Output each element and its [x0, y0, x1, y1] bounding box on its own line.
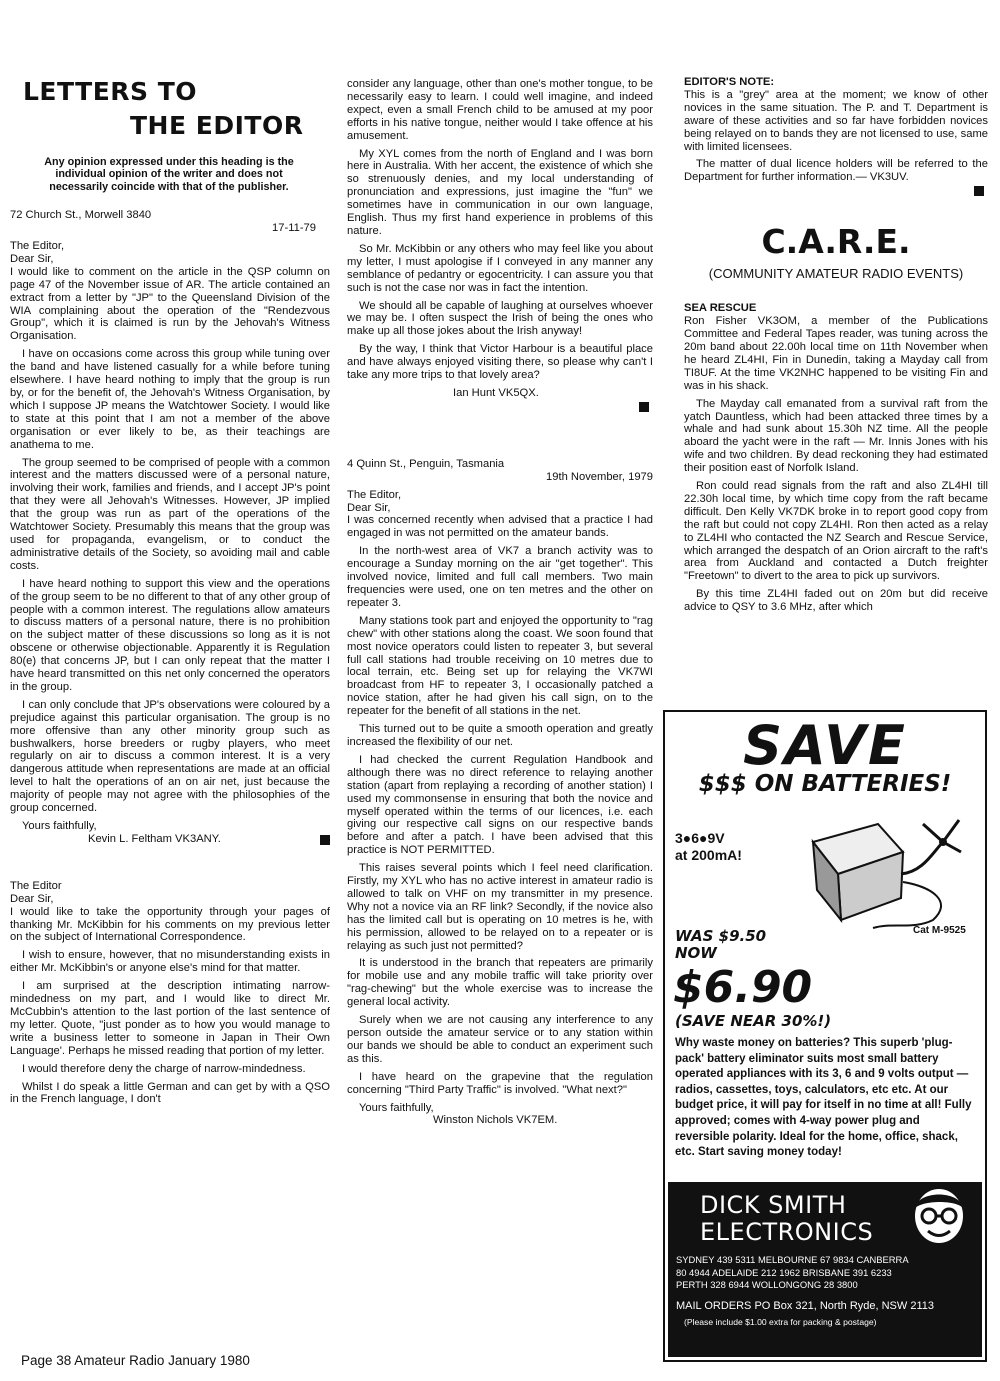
- ad-saving-note: (SAVE NEAR 30%!): [675, 1012, 832, 1030]
- sea-rescue-paragraph: By this time ZL4HI faded out on 20m but did receive advice to QSY to 3.6 MHz, after which: [684, 588, 988, 614]
- letter2-cont-paragraph: consider any language, other than one's mother tongue, to be necessarily easy to learn. I could well imagine, and indeed expect, even a small French child to be amused at my poor efforts in his native tongue, neither would I take offence at his amusement.: [347, 78, 653, 142]
- editors-note-paragraph: This is a "grey" area at the moment; we know of other novices in the same situation. The P. and T. Department is aware of these activities and so far have forbidden novices being relayed on to bands they are not licensed to use, same with limited licensees.: [684, 88, 988, 153]
- disclaimer: Any opinion expressed under this heading is the individual opinion of the writer and does not necessarily coincide with that of the publisher.: [44, 156, 294, 193]
- column-3: [684, 76, 988, 619]
- letter3-date: 19th November, 1979: [546, 470, 653, 483]
- editors-note-paragraph: The matter of dual licence holders will be referred to the Department for further information.— VK3UV.: [684, 158, 988, 184]
- dse-store-line: PERTH 328 6944 WOLLONGONG 28 3800: [676, 1279, 858, 1291]
- end-mark: [974, 186, 984, 196]
- care-subtitle: (COMMUNITY AMATEUR RADIO EVENTS): [708, 266, 964, 282]
- ad-body-text: Why waste money on batteries? This superb 'plug-pack' battery eliminator suits most small battery operated appliances with its 3, 6 and 9 volts output — radios, cassettes, toys, calculators, etc etc. At our budget price, it will pay for itself in no time at all! Fully approved; comes with 4-way power plug and reversible polarity. Ideal for the home, office, shack, etc. Start saving money today!: [675, 1037, 972, 1159]
- letter2-paragraph: I am surprised at the description intimating narrow-mindedness on my part, and I would like to direct Mr. McCubbin's attention to the last portion of the last sentence of my letter. Quote, "just ponder as to how you would manage to write a business letter to someone in Japan in Their Own Language'. Perhaps he missed reading that portion of my letter.: [10, 980, 330, 1057]
- end-mark: [320, 835, 330, 845]
- letter3-paragraph: This raises several points which I feel need clarification. Firstly, my XYL who has no active interest in amateur radio is allowed to talk on VHF on my transmitter in my presence. Why not a novice via an RF link? Secondly, if the novice also has the limited call but is operating on 10 metres is he, with his permission, allowed to be relayed on to a repeater or is relaying as such just not permitted?: [347, 862, 653, 952]
- letter1-closing: Yours faithfully,: [22, 820, 97, 832]
- sea-rescue-paragraph: Ron could read signals from the raft and also ZL4HI till 22.30h local time, by which time copy from the raft became difficult. Den Kelly VK7DK broke in to report good copy from the raft but could not copy ZL4HI. Ron then acted as a relay to ZL4HI who contacted the NZ Search and Rescue Service, which arranged the despatch of an Orion aircraft to the raft's area from Auckland and contacted a Dutch freighter "Freetown" to divert to the area to pick up survivors.: [684, 480, 988, 583]
- letter2-signature: Ian Hunt VK5QX.: [453, 386, 539, 399]
- dse-store-line: SYDNEY 439 5311 MELBOURNE 67 9834 CANBERRA: [676, 1254, 909, 1265]
- ad-volts: 3●6●9V: [675, 830, 725, 846]
- letter2-salutation1: The Editor: [10, 879, 62, 892]
- letter1-date: 17-11-79: [272, 222, 316, 235]
- dick-smith-banner: [668, 1182, 982, 1357]
- battery-advertisement: [663, 710, 987, 1362]
- letter3-paragraph: It is understood in the branch that repeaters are primarily for mobile use and any mobile traffic will take priority over "rag-chewing" but the whole exercise was to increase the general local activity.: [347, 957, 653, 1009]
- dse-mail-orders: MAIL ORDERS PO Box 321, North Ryde, NSW 2113: [676, 1299, 934, 1312]
- letter3-paragraph: I was concerned recently when advised that a practice I had engaged in was not permitted on the amateur bands.: [347, 514, 653, 540]
- ad-now-label: NOW: [675, 944, 717, 962]
- letter3-paragraph: This turned out to be quite a smooth operation and greatly increased the flexibility of our net.: [347, 723, 653, 748]
- column-1: [10, 0, 330, 1111]
- letter3-signature: Winston Nichols VK7EM.: [433, 1114, 558, 1127]
- letter1-address: 72 Church St., Morwell 3840: [10, 209, 152, 222]
- care-title: C.A.R.E.: [761, 222, 911, 262]
- letter2-paragraph: I wish to ensure, however, that no misunderstanding exists in either Mr. McKibbin's or anyone else's mind for that matter.: [10, 949, 330, 975]
- editors-note-heading: EDITOR'S NOTE:: [684, 76, 775, 88]
- letter3-salutation2: Dear Sir,: [347, 501, 391, 514]
- letter2-paragraph: Whilst I do speak a little German and can get by with a QSO in the French language, I don't: [10, 1080, 330, 1106]
- ad-price: $6.90: [673, 962, 813, 1013]
- ad-current: at 200mA!: [675, 847, 742, 863]
- end-mark: [639, 402, 649, 412]
- letter1-salutation2: Dear Sir,: [10, 252, 54, 265]
- letter1-paragraph: The group seemed to be comprised of people with a common interest and the matters discussed were of a personal nature, involving their work, families and friends, and I accept JP's point that they were all Jehovah's Witnesses. However, JP implied that the group was run as part of the operations of the Watchtower Society. Presumably this means that the group was used for propaganda, evangelism, or to conduct the administrative details of the Society, so avoiding mail and cable costs.: [10, 456, 330, 572]
- dse-name-line2: ELECTRONICS: [700, 1218, 874, 1246]
- letter1-signature: Kevin L. Feltham VK3ANY.: [88, 832, 221, 845]
- letter3-salutation1: The Editor,: [347, 488, 402, 501]
- letter3-closing: Yours faithfully,: [359, 1101, 434, 1114]
- letters-heading: [10, 76, 330, 148]
- heading-line-2: THE EDITOR: [130, 111, 304, 140]
- letter1-paragraph: I have on occasions come across this group while tuning over the band and have listened casually for a while before tuning elsewhere. I have heard nothing to imply that the group is run by, or for the benefit of, the Jehovah's Witness Organisation, by which I suppose JP means the Watchtower Society. I would like to state at this point that I am not a member of the above organisation or ever likely to be, as their teachings are anathema to me.: [10, 348, 330, 451]
- letter1-paragraph: I have heard nothing to support this view and the operations of the group seem to be no different to that of any other group of people with a common interest. The regulations allow amateurs to discuss matters of a personal nature, there is no prohibition on the subject matter of these discussions so long as it is not obscene or otherwise objectionable. Apparently it is Regulation 80(e) that concerns JP, but I can only repeat that the matter I have heard transmitted on this net only concerned the operators in the group.: [10, 577, 330, 693]
- dick-smith-portrait-icon: [906, 1186, 972, 1252]
- ad-was-price: WAS $9.50: [675, 927, 767, 945]
- page-footer: Page 38 Amateur Radio January 1980: [21, 1353, 250, 1368]
- letter2-cont-paragraph: So Mr. McKibbin or any others who may feel like you about my letter, I must apologise if I conveyed in any manner any semblance of pedantry or egocentricity. I can assure you that such is not the case nor was in fact the intention.: [347, 242, 653, 294]
- ad-price-was-block: [675, 928, 766, 962]
- sea-rescue-paragraph: Ron Fisher VK3OM, a member of the Publications Committee and Federal Tapes reader, was tuning across the 20m band about 22.00h local time on 11th November when he heard ZL4HI, Fin in Dunedin, taking a Mayday call from TI8UF. At the time VK2NHC happened to be visiting Fin and was in his shack.: [684, 315, 988, 392]
- sea-rescue-heading: SEA RESCUE: [684, 302, 757, 315]
- letter1-paragraph: I can only conclude that JP's observations were coloured by a prejudice against this particular organisation. The group is no more offensive than any other minority group such as bushwalkers, horse breeders or rugby players, who meet regularly on air to discuss a common interest. It is a very dangerous attitude when representations are made at an official level to halt the operations of an on air net, just because the majority of people may not agree with the philosophies of the group concerned.: [10, 698, 330, 815]
- letter2-cont-paragraph: We should all be capable of laughing at ourselves whoever we may be. I often suspect the Irish of being the ones who make up all those jokes about the Irish anyway!: [347, 299, 653, 338]
- letter3-paragraph: I had checked the current Regulation Handbook and although there was no direct reference to relaying another station (apart from replaying a recording of another station) I used my commonsense in ensuring that both the novice and myself operated within the terms of our licences, i.e. each giving our respective call signs on our respective bands before and after a patch. I have been advised that this practice is NOT PERMITTED.: [347, 753, 653, 857]
- end-mark-row: [684, 184, 988, 196]
- column-2: [347, 78, 653, 1127]
- letter3-paragraph: Surely when we are not causing any interference to any person outside the amateur service or to any station within our bands we should be able to conduct an experiment such as this.: [347, 1014, 653, 1065]
- letter2-cont-paragraph: My XYL comes from the north of England and I was born here in Australia. With her accent, the existence of which she so strenuously denies, and my local understanding of pronunciation and expressions, just imagine the "fun" we sometimes have in communication in our own language, English. Thus my first hand experience in problems of this nature.: [347, 147, 653, 237]
- ad-voltage-block: [675, 830, 742, 864]
- letter3-paragraph: Many stations took part and enjoyed the opportunity to "rag chew" with other stations along the coast. We soon found that most novice operators could listen to repeater 3, but several full call stations had trouble receiving on 10 metres due to local terrain, etc. Being set up for relaying the VK7WI broadcast from HF to repeater 3, I occasionally patched a novice station, after he had given his call sign, on to the repeater for the benefit of all stations in the net.: [347, 614, 653, 718]
- letter3-paragraph: In the north-west area of VK7 a branch activity was to encourage a Sunday morning on the air "get together". This involved novice, limited and full call members. Two main frequencies were used, one on ten metres and the other on repeater 3.: [347, 545, 653, 609]
- letter3-address: 4 Quinn St., Penguin, Tasmania: [347, 457, 505, 470]
- letter2-paragraph: I would like to take the opportunity through your pages of thanking Mr. McKibbin for his comments on my previous letter on the subject of International Correspondence.: [10, 905, 330, 944]
- end-mark-row: [347, 400, 653, 418]
- dse-name-line1: DICK SMITH: [700, 1191, 847, 1219]
- letter3-paragraph: I have heard on the grapevine that the regulation concerning "Third Party Traffic" is involved. "What next?": [347, 1070, 653, 1096]
- ad-catalog-number: Cat M-9525: [913, 925, 966, 936]
- letter1-paragraph: I would like to comment on the article in the QSP column on page 47 of the November issue of AR. The article contained an extract from a letter by "JP" to the Queensland Division of the WIA complaining about the operation of the "Rendezvous Group", which it is claimed is run by the Jehovah's Witness Organisation.: [10, 265, 330, 343]
- letter2-salutation2: Dear Sir,: [10, 892, 54, 905]
- dse-logo-text: [700, 1192, 873, 1246]
- letter2-paragraph: I would therefore deny the charge of narrow-mindedness.: [22, 1062, 306, 1075]
- letter2-cont-paragraph: By the way, I think that Victor Harbour is a beautiful place and have always enjoyed visiting there, so please why can't I take any more trips to that lovely area?: [347, 343, 653, 382]
- ad-save-headline: SAVE: [743, 714, 907, 777]
- letter1-salutation1: The Editor,: [10, 240, 65, 253]
- plug-pack-icon: [783, 812, 963, 932]
- dse-store-line: 80 4944 ADELAIDE 212 1962 BRISBANE 391 6233: [676, 1266, 892, 1278]
- letter1-signature-line: [88, 833, 330, 846]
- dse-store-list: [676, 1254, 976, 1329]
- ad-subheadline: $$$ ON BATTERIES!: [698, 771, 952, 797]
- dse-mail-note: (Please include $1.00 extra for packing & postage): [684, 1317, 877, 1328]
- heading-line-1: LETTERS TO: [23, 77, 198, 106]
- sea-rescue-paragraph: The Mayday call emanated from a survival raft from the yatch Dauntless, which had been attacked three times by a whale and had sunk about 15.30h NZ time. All the people aboard the yacht were in the raft — Mr. Innis Jones with his wife and two children. By dead reckoning they had estimated their position east of Norfolk Island.: [684, 397, 988, 475]
